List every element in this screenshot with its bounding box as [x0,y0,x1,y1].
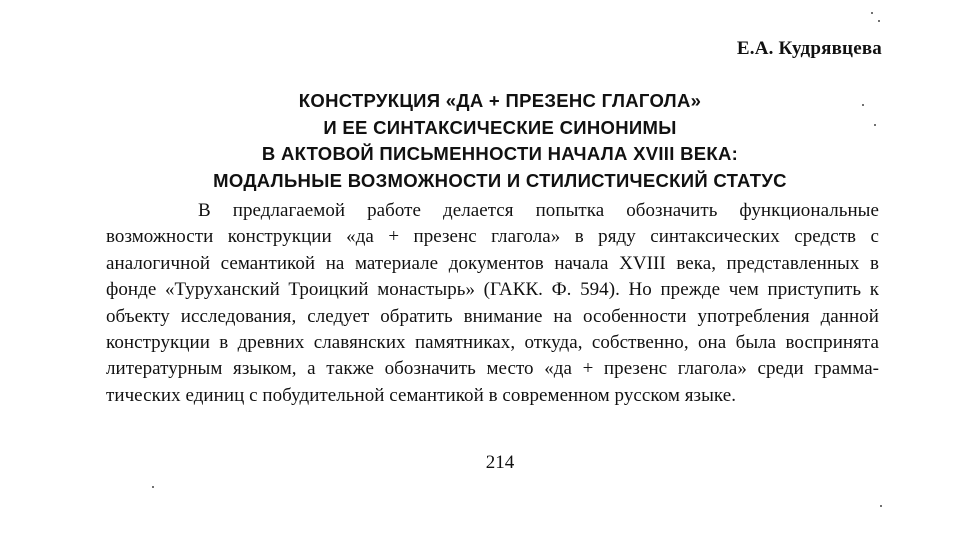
title-line: В АКТОВОЙ ПИСЬМЕННОСТИ НАЧАЛА XVIII ВЕКА: [261,143,739,164]
page-number: 214 [485,452,515,473]
scan-speck [871,12,873,14]
article-title [120,88,880,194]
title-line: И ЕЕ СИНТАКСИЧЕСКИЕ СИНОНИМЫ [323,116,677,138]
scan-speck [880,505,882,507]
scan-speck [862,104,864,106]
body-paragraph: В предлагаемой работе делается попытка обозначить функциональные возможности конструкции «да + презенс глагола» в ряду синтаксических средств с аналогичной семантикой на материале документов начала XVIII века, представленных в фонде «Туруханский Троицкий монастырь» (ГАКК. Ф. 594). Но прежде чем приступить к объекту исследования, следует обратить внимание на особенности употребления данной конструкции в древних славянских памятниках, откуда, собственно, она была воспринята литературным языком, а также обозначить место «да + презенс глагола» среди грамматических единиц с побудительной семантикой в современном русском языке. [106,200,879,406]
title-line: КОНСТРУКЦИЯ «ДА + ПРЕЗЕНС ГЛАГОЛА» [298,90,702,111]
title-line: МОДАЛЬНЫЕ ВОЗМОЖНОСТИ И СТИЛИСТИЧЕСКИЙ СТАТУС [213,169,787,191]
scan-speck [874,124,876,126]
author-name: Е.А. Кудрявцева [736,38,882,59]
scan-speck [152,486,154,488]
scan-speck [878,20,880,22]
